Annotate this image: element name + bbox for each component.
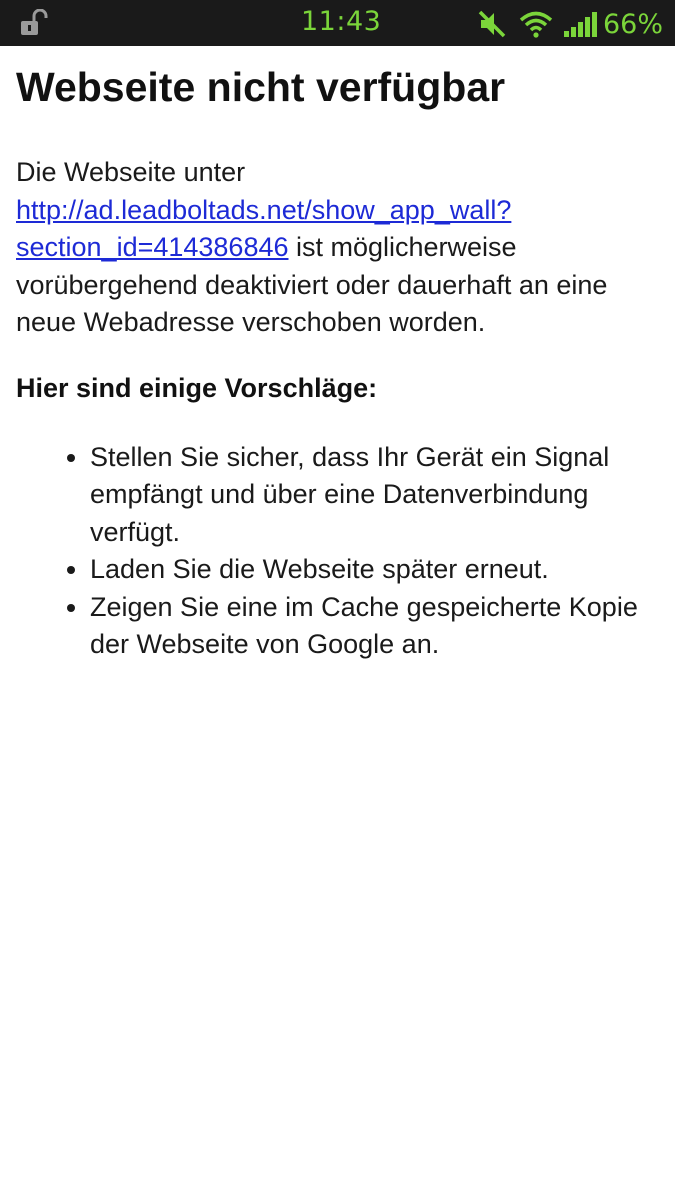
status-icons xyxy=(477,6,663,42)
failed-url-link[interactable]: http://ad.leadboltads.net/show_app_wall?section_id=414386846 xyxy=(16,194,512,262)
signal-icon xyxy=(563,10,599,38)
status-bar xyxy=(0,0,675,46)
page-title: Webseite nicht verfügbar xyxy=(16,64,506,110)
error-page xyxy=(16,46,646,664)
mute-icon xyxy=(477,9,507,39)
unlock-icon xyxy=(19,9,49,42)
intro-continuation: ist möglicherweise vorübergehend deaktiviert oder dauerhaft an eine neue Webadresse verschoben worden. xyxy=(16,232,608,337)
list-item: • Stellen Sie sicher, dass Ihr Gerät ein Signal empfängt und über eine Datenverbindung verfügt. xyxy=(90,439,646,552)
suggestions-heading: Hier sind einige Vorschläge: xyxy=(16,372,378,403)
battery-level: 66% xyxy=(602,8,663,40)
status-time: 11:43 xyxy=(301,6,382,37)
intro-text: Die Webseite unter xyxy=(16,157,246,187)
wifi-icon xyxy=(519,10,553,38)
list-item: • Laden Sie die Webseite später erneut. xyxy=(90,551,646,589)
suggestions-list xyxy=(16,439,646,664)
error-message xyxy=(16,154,646,342)
list-item: • Zeigen Sie eine im Cache gespeicherte Kopie der Webseite von Google an. xyxy=(90,589,646,664)
